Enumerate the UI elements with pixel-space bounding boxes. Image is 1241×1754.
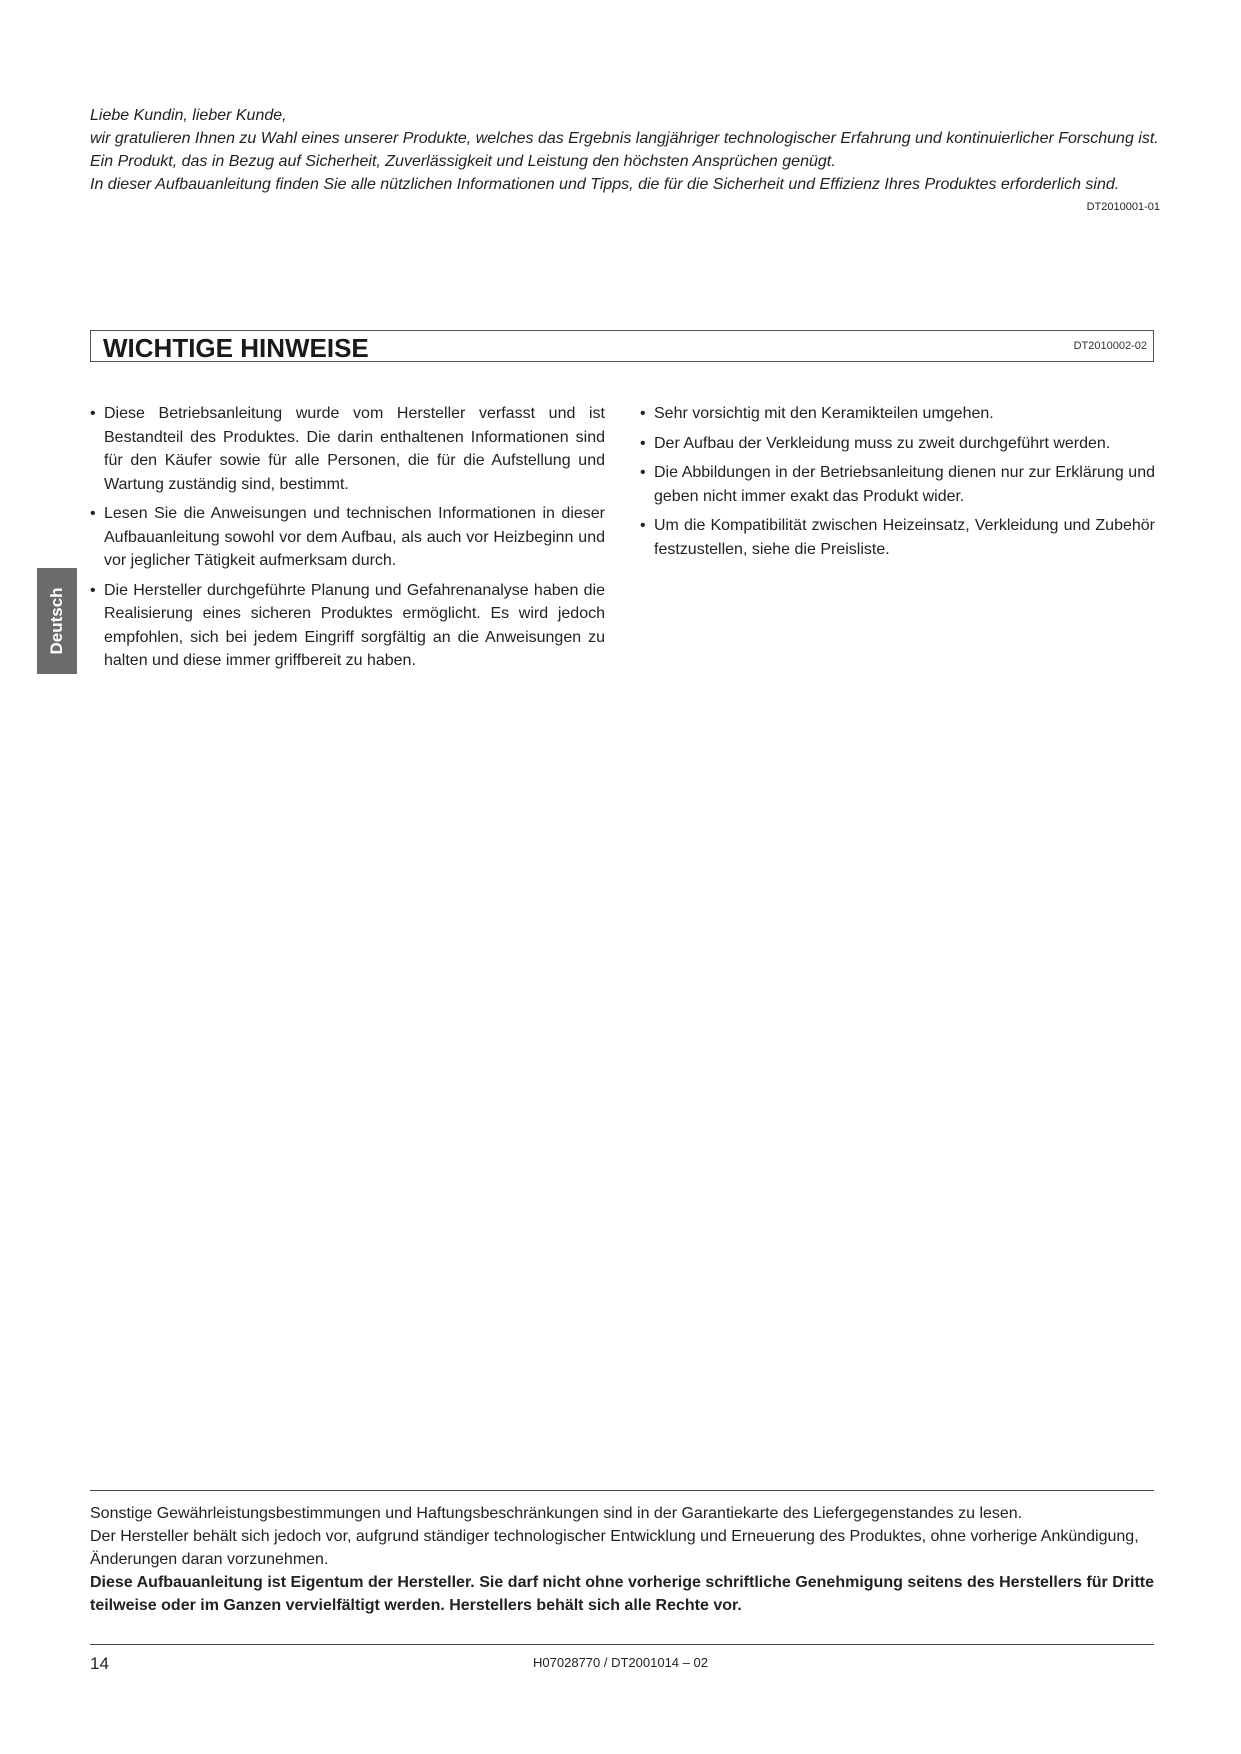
section-code: DT2010002-02: [1073, 340, 1147, 352]
warranty-note: Sonstige Gewährleistungsbestimmungen und Haftungsbeschränkungen sind in der Garantiekarte des Liefergegenstandes zu lesen.: [90, 1505, 1023, 1522]
section-title: WICHTIGE HINWEISE: [103, 333, 369, 363]
list-item: • Sehr vorsichtig mit den Keramikteilen umgehen.: [640, 402, 1155, 426]
changes-note: Der Hersteller behält sich jedoch vor, aufgrund ständiger technologischer Entwicklung und Erneuerung des Produktes, ohne vorherige Ankündigung, Änderungen daran vorzunehmen.: [90, 1528, 1139, 1568]
list-item: • Die Hersteller durchgeführte Planung und Gefahrenanalyse haben die Realisierung eines sicheren Produktes ermöglicht. Es wird jedoch empfohlen, sich bei jedem Eingriff sorgfältig an die Anweisungen zu halten und diese immer griffbereit zu haben.: [90, 579, 605, 673]
bullet-icon: •: [90, 405, 96, 422]
bullet-icon: •: [640, 434, 646, 452]
bullet-icon: •: [640, 405, 646, 422]
intro-code: DT2010001-01: [1086, 201, 1160, 213]
footer-divider-top: [90, 1490, 1154, 1491]
list-item: • Die Abbildungen in der Betriebsanleitung dienen nur zur Erklärung und geben nicht immer exakt das Produkt wider.: [640, 461, 1155, 508]
footer-notes: [90, 1502, 1154, 1617]
section-header: [90, 330, 1154, 362]
language-tab: [37, 568, 77, 674]
list-item: • Um die Kompatibilität zwischen Heizeinsatz, Verkleidung und Zubehör festzustellen, siehe die Preisliste.: [640, 514, 1155, 561]
intro-text: [90, 104, 1160, 214]
bullet-icon: •: [640, 517, 646, 534]
left-column: [90, 402, 605, 679]
page-number: 14: [90, 1654, 109, 1673]
intro-paragraph: wir gratulieren Ihnen zu Wahl eines unserer Produkte, welches das Ergebnis langjähriger technologischer Erfahrung und kontinuierlicher Forschung ist. Ein Produkt, das in Bezug auf Sicherheit, Zuverlässigkeit und Leistung den höchsten Ansprüchen genügt.: [90, 130, 1159, 170]
bullet-icon: •: [90, 505, 96, 522]
language-tab-label: Deutsch: [47, 587, 66, 655]
document-code: H07028770 / DT2001014 – 02: [533, 1655, 708, 1670]
list-item: • Der Aufbau der Verkleidung muss zu zweit durchgeführt werden.: [640, 432, 1155, 456]
bullet-icon: •: [90, 581, 96, 599]
list-item: • Lesen Sie die Anweisungen und technischen Informationen in dieser Aufbauanleitung sowohl vor dem Aufbau, als auch vor Heizbeginn und vor jeglicher Tätigkeit aufmerksam durch.: [90, 502, 605, 573]
right-column: [640, 402, 1155, 567]
footer-divider-bottom: [90, 1644, 1154, 1645]
salutation: Liebe Kundin, lieber Kunde,: [90, 107, 287, 124]
list-item: • Diese Betriebsanleitung wurde vom Hersteller verfasst und ist Bestandteil des Produktes. Die darin enthaltenen Informationen sind für den Käufer sowie für alle Personen, die für die Aufstellung und Wartung zuständig sind, bestimmt.: [90, 402, 605, 496]
copyright-note: Diese Aufbauanleitung ist Eigentum der Hersteller. Sie darf nicht ohne vorherige schriftliche Genehmigung seitens des Herstellers für Dritte teilweise oder im Ganzen vervielfältigt werden. Herstellers behält sich alle Rechte vor.: [90, 1574, 1154, 1614]
intro-closing: In dieser Aufbauanleitung finden Sie alle nützlichen Informationen und Tipps, die für die Sicherheit und Effizienz Ihres Produktes erforderlich sind.: [90, 176, 1120, 193]
bullet-icon: •: [640, 464, 646, 481]
